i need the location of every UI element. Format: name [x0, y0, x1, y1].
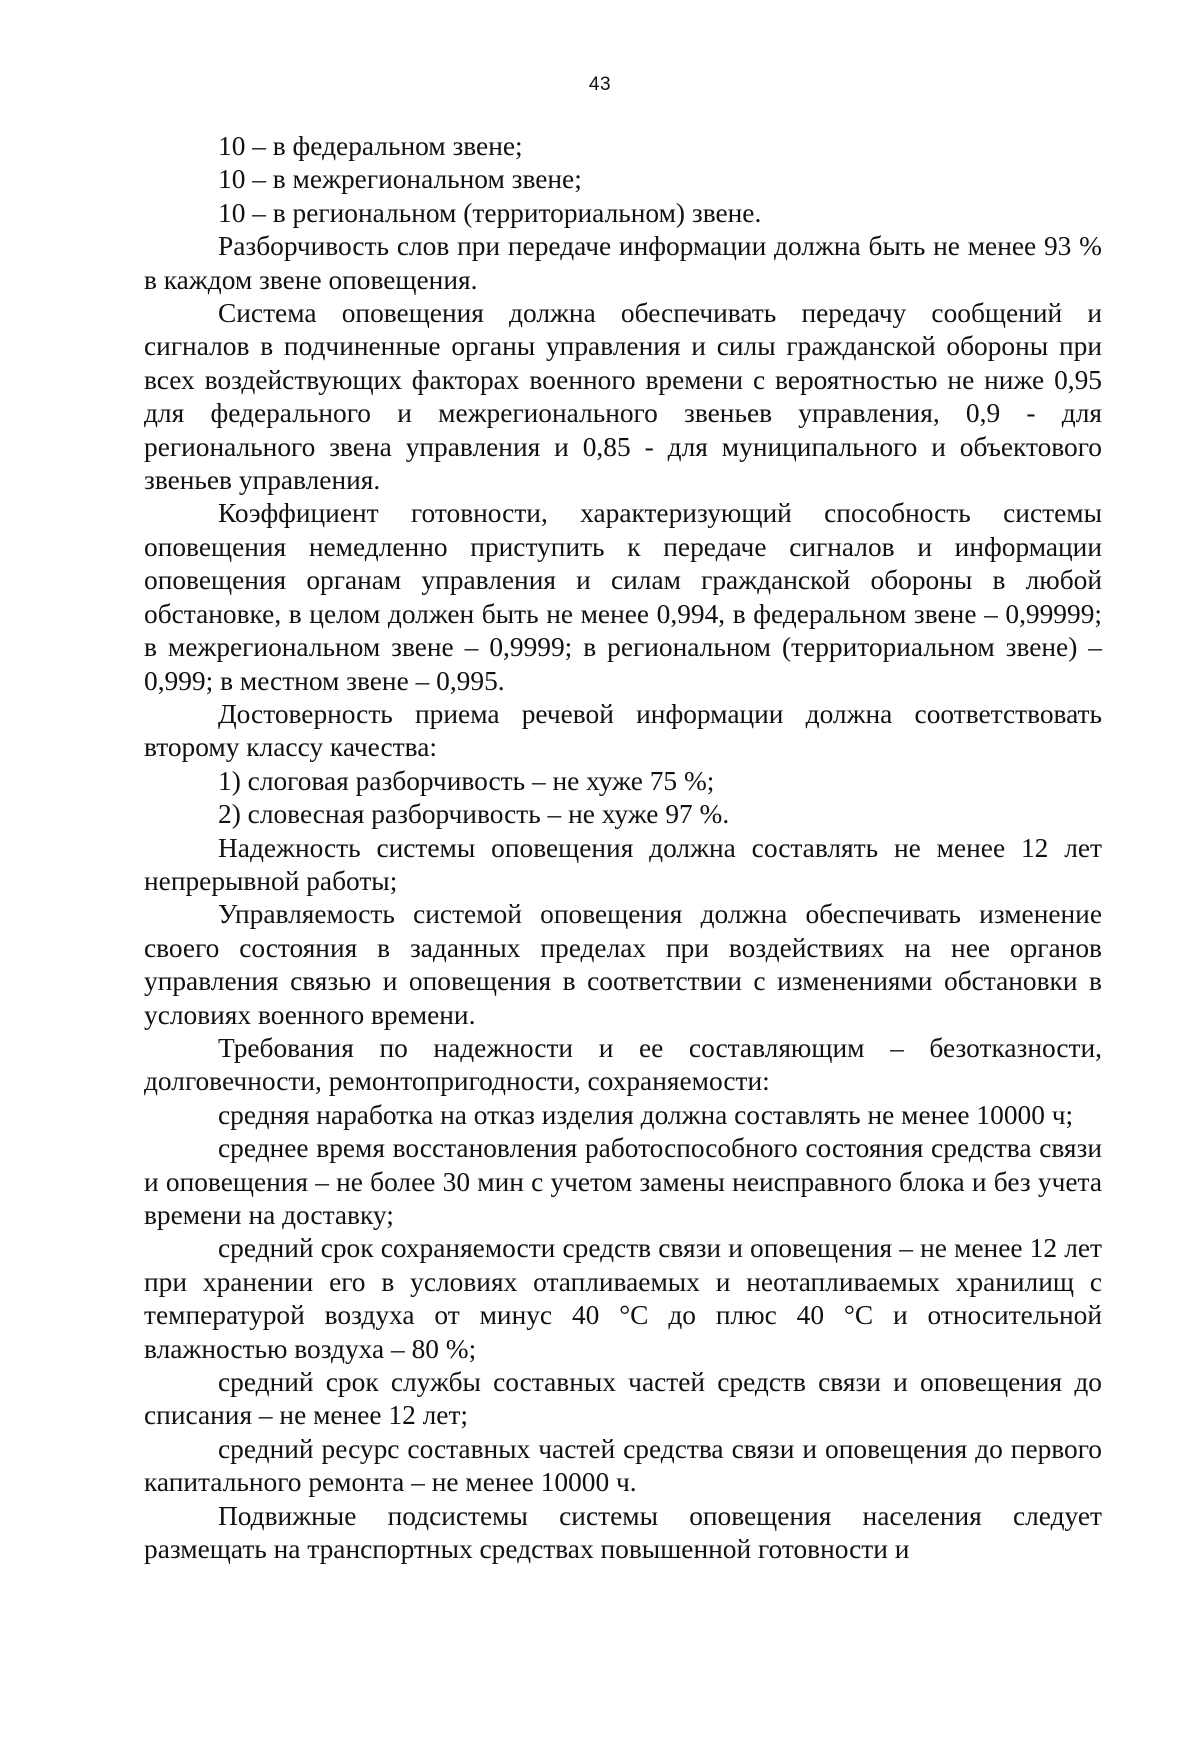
paragraph: Система оповещения должна обеспечивать передачу сообщений и сигналов в подчиненные органы управления и силы гражданской обороны при всех воздействующих факторах военного времени с вероятностью не ниже 0,95 для федерального и межрегионального звеньев управления, 0,9 - для регионального звена управления и 0,85 - для муниципального и объектового звеньев управления. [144, 298, 1102, 496]
paragraph: средний срок сохраняемости средств связи и оповещения – не менее 12 лет при хранении его в условиях отапливаемых и неотапливаемых хранилищ с температурой воздуха от минус 40 °С до плюс 40 °С и относительной влажностью воздуха – 80 %; [144, 1233, 1102, 1364]
paragraph: Надежность системы оповещения должна составлять не менее 12 лет непрерывной работы; [144, 832, 1102, 896]
paragraph: Подвижные подсистемы системы оповещения населения следует размещать на транспортных средствах повышенной готовности и [144, 1500, 1102, 1565]
paragraph: Разборчивость слов при передаче информации должна быть не менее 93 % в каждом звене оповещения. [144, 231, 1102, 295]
paragraph: средний ресурс составных частей средства связи и оповещения до первого капитального ремонта – не менее 10000 ч. [144, 1433, 1102, 1498]
paragraph: 10 – в межрегиональном звене; [218, 164, 582, 195]
paragraph: Требования по надежности и ее составляющим – безотказности, долговечности, ремонтопригодности, сохраняемости: [144, 1032, 1102, 1097]
paragraph: средняя наработка на отказ изделия должна составлять не менее 10000 ч; [218, 1099, 1074, 1130]
paragraph: Управляемость системой оповещения должна обеспечивать изменение своего состояния в заданных пределах при воздействиях на нее органов управления связью и оповещения в соответствии с изменениями обстановки в условиях военного времени. [144, 899, 1102, 1030]
paragraph: среднее время восстановления работоспособного состояния средства связи и оповещения – не более 30 мин с учетом замены неисправного блока и без учета времени на доставку; [144, 1133, 1102, 1230]
paragraph: 10 – в федеральном звене; [218, 131, 523, 161]
paragraph: 10 – в региональном (территориальном) звене. [218, 197, 762, 228]
paragraph: Достоверность приема речевой информации должна соответствовать второму классу качества: [144, 698, 1102, 763]
paragraph: Коэффициент готовности, характеризующий способность системы оповещения немедленно приступить к передаче сигналов и информации оповещения органам управления и силам гражданской обороны в любой обстановке, в целом должен быть не менее 0,994, в федеральном звене – 0,99999; в межрегиональном звене – 0,9999; в региональном (территориальном звене) – 0,999; в местном звене – 0,995. [144, 498, 1102, 696]
paragraph: средний срок службы составных частей средств связи и оповещения до списания – не менее 12 лет; [144, 1367, 1102, 1431]
paragraph: 2) словесная разборчивость – не хуже 97 %. [218, 799, 730, 830]
body-text [144, 130, 1102, 1566]
page-number: 43 [588, 74, 612, 95]
paragraph: 1) слоговая разборчивость – не хуже 75 %; [218, 765, 715, 796]
